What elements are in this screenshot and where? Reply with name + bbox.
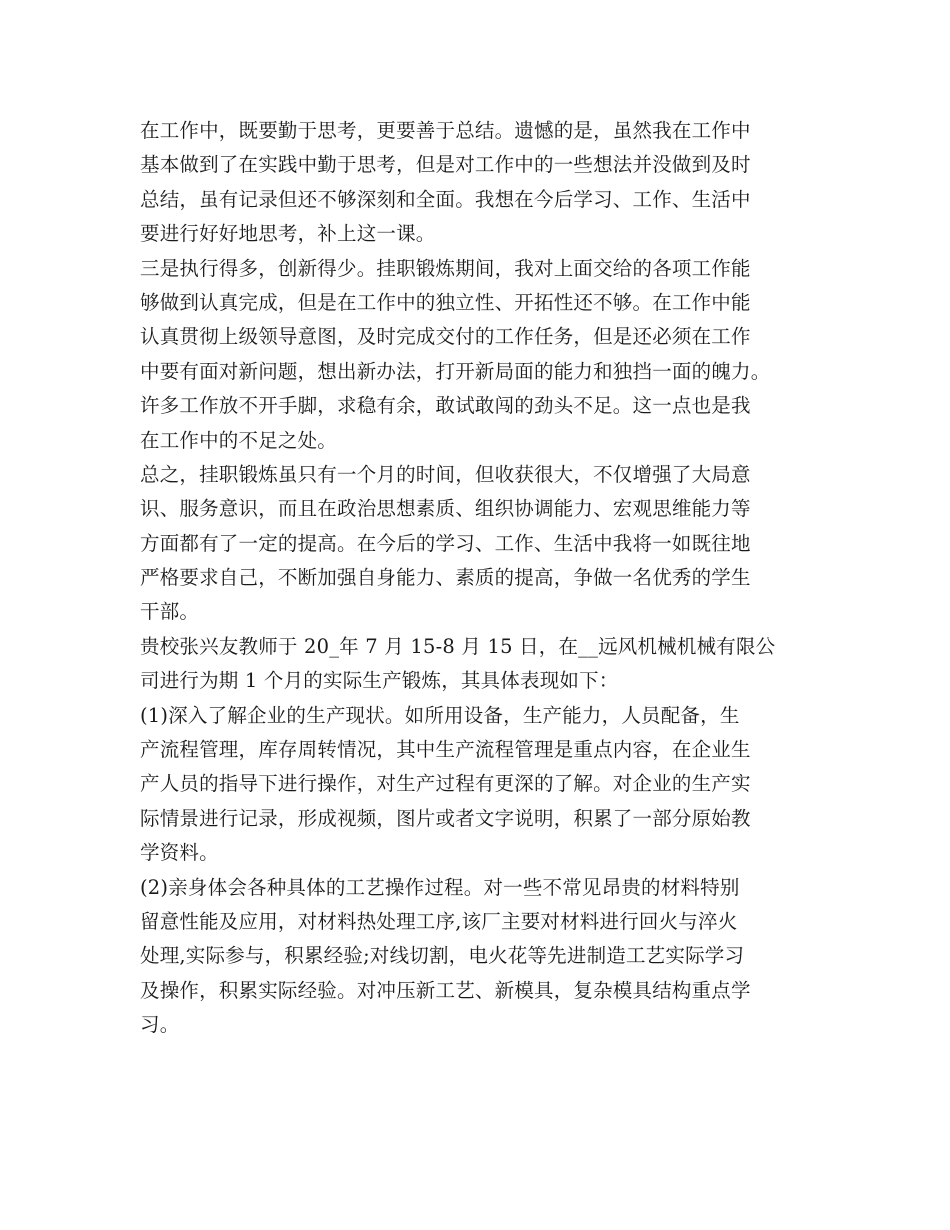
text-line: 干部。 — [140, 600, 200, 624]
text-line: 识、服务意识，而且在政治思想素质、组织协调能力、宏观思维能力等 — [140, 497, 751, 521]
text-line: 够做到认真完成，但是在工作中的独立性、开拓性还不够。在工作中能 — [140, 290, 751, 314]
text-line: 许多工作放不开手脚，求稳有余，敢试敢闯的劲头不足。这一点也是我 — [140, 394, 751, 418]
text-line: 总之，挂职锻炼虽只有一个月的时间，但收获很大，不仅增强了大局意 — [140, 462, 751, 486]
text-line: 习。 — [140, 1013, 180, 1037]
text-line: 处理,实际参与，积累经验;对线切割，电火花等先进制造工艺实际学习 — [140, 944, 745, 968]
text-line: 学资料。 — [140, 841, 219, 865]
text-line: 基本做到了在实践中勤于思考，但是对工作中的一些想法并没做到及时 — [140, 153, 751, 177]
text-line: 产人员的指导下进行操作，对生产过程有更深的了解。对企业的生产实 — [140, 772, 751, 796]
text-line: 认真贯彻上级领导意图，及时完成交付的工作任务，但是还必须在工作 — [140, 325, 751, 349]
text-line: 在工作中的不足之处。 — [140, 428, 338, 452]
text-line: 在工作中，既要勤于思考，更要善于总结。遗憾的是，虽然我在工作中 — [140, 119, 751, 142]
document-body — [140, 114, 820, 1043]
text-line: (1)深入了解企业的生产现状。如所用设备，生产能力，人员配备，生 — [140, 703, 740, 727]
text-line: 总结，虽有记录但还不够深刻和全面。我想在今后学习、工作、生活中 — [140, 187, 751, 211]
text-line: 产流程管理，库存周转情况，其中生产流程管理是重点内容，在企业生 — [140, 738, 751, 762]
text-line: 际情景进行记录，形成视频，图片或者文字说明，积累了一部分原始教 — [140, 806, 751, 830]
text-line: 方面都有了一定的提高。在今后的学习、工作、生活中我将一如既往地 — [140, 531, 751, 555]
text-line: 严格要求自己，不断加强自身能力、素质的提高，争做一名优秀的学生 — [140, 566, 751, 590]
text-line: 要进行好好地思考，补上这一课。 — [140, 222, 436, 246]
text-line: 及操作，积累实际经验。对冲压新工艺、新模具，复杂模具结构重点学 — [140, 978, 751, 1002]
text-line: 贵校张兴友教师于 20_年 7 月 15-8 月 15 日，在__远风机械机械有限公 — [140, 634, 776, 658]
text-line: (2)亲身体会各种具体的工艺操作过程。对一些不常见昂贵的材料特别 — [140, 875, 740, 899]
text-line: 三是执行得多，创新得少。挂职锻炼期间，我对上面交给的各项工作能 — [140, 256, 751, 280]
text-line: 中要有面对新问题，想出新办法，打开新局面的能力和独挡一面的魄力。 — [140, 359, 771, 383]
text-line: 司进行为期 1 个月的实际生产锻炼，其具体表现如下： — [140, 669, 619, 693]
text-line: 留意性能及应用，对材料热处理工序,该厂主要对材料进行回火与淬火 — [140, 909, 738, 933]
